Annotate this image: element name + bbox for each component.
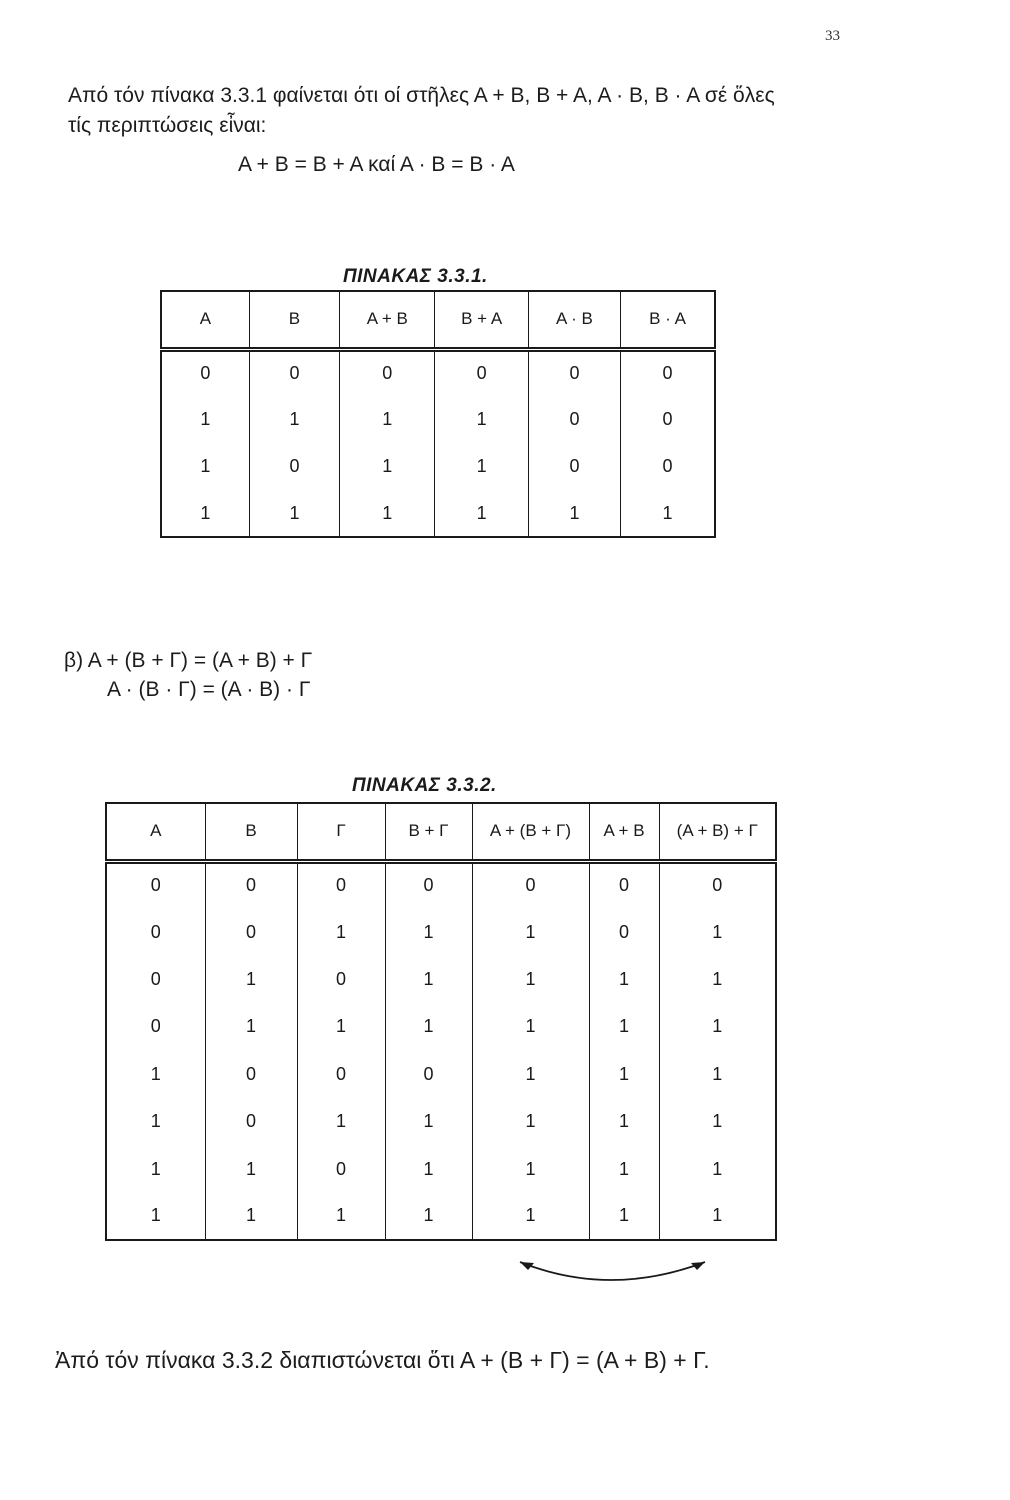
- table-cell: 0: [589, 861, 659, 908]
- associative-product-formula: Α · (Β · Γ) = (Α · Β) · Γ: [107, 678, 311, 701]
- header-cell: Α · Β: [528, 291, 620, 349]
- table-cell: 1: [150, 1111, 161, 1132]
- header-cell: Α + (Β + Γ): [472, 803, 589, 861]
- table-cell: 1: [435, 396, 528, 443]
- table-cell: 0: [150, 968, 161, 989]
- table-cell: 1: [472, 1098, 589, 1145]
- table-cell: 1: [589, 1098, 659, 1145]
- table-cell: 0: [621, 349, 715, 396]
- table-cell: 0: [297, 861, 385, 908]
- table-cell: 1: [200, 409, 211, 429]
- table-cell: 1: [472, 1145, 589, 1192]
- comparison-arrow-icon: [500, 1252, 740, 1300]
- commutative-formula: Α + Β = Β + Α καί Α · Β = Β · Α: [238, 153, 515, 176]
- table-cell: 1: [472, 908, 589, 955]
- table-cell: 0: [472, 861, 589, 908]
- table-cell: 1: [297, 908, 385, 955]
- table-cell: 1: [659, 1051, 776, 1098]
- table-cell: 1: [472, 1051, 589, 1098]
- table-cell: 1: [589, 956, 659, 1003]
- table-cell: 0: [205, 1051, 297, 1098]
- table-cell: 0: [205, 908, 297, 955]
- page-number: 33: [825, 28, 840, 44]
- table-row: [161, 349, 715, 396]
- table-header-row: [106, 803, 776, 861]
- table-cell: 1: [249, 490, 339, 537]
- table-row: [161, 443, 715, 490]
- table-cell: 1: [385, 1193, 472, 1240]
- table-cell: 0: [589, 908, 659, 955]
- table-cell: 1: [472, 1003, 589, 1050]
- table-cell: 1: [385, 908, 472, 955]
- table-row: [106, 908, 776, 955]
- table-cell: 0: [528, 443, 620, 490]
- table-cell: 0: [297, 956, 385, 1003]
- table-cell: 1: [340, 490, 435, 537]
- table-row: [106, 1003, 776, 1050]
- table-cell: 0: [621, 396, 715, 443]
- truth-table-2: [105, 802, 777, 1241]
- table-cell: 1: [205, 1145, 297, 1192]
- table-row: [106, 956, 776, 1003]
- table-row: [161, 396, 715, 443]
- table-row: [161, 490, 715, 537]
- table-cell: 0: [200, 363, 211, 384]
- table-cell: 1: [472, 1193, 589, 1240]
- header-cell: Β: [205, 803, 297, 861]
- table-cell: 1: [205, 1003, 297, 1050]
- table-cell: 0: [385, 861, 472, 908]
- table-cell: 1: [472, 956, 589, 1003]
- header-cell: Β: [249, 291, 339, 349]
- table-cell: 0: [659, 861, 776, 908]
- intro-line-2: τίς περιπτώσεις εἶναι:: [68, 114, 267, 137]
- table-row: [106, 1193, 776, 1240]
- table-cell: 0: [435, 349, 528, 396]
- table-cell: 0: [297, 1145, 385, 1192]
- table-cell: 1: [150, 1158, 161, 1179]
- table-cell: 1: [659, 1098, 776, 1145]
- table-cell: 1: [659, 1003, 776, 1050]
- table-cell: 1: [385, 1003, 472, 1050]
- header-cell: Β + Γ: [385, 803, 472, 861]
- table-cell: 1: [340, 396, 435, 443]
- table-cell: 1: [297, 1098, 385, 1145]
- table-cell: 1: [385, 1145, 472, 1192]
- table-cell: 1: [659, 908, 776, 955]
- table-cell: 1: [200, 456, 211, 476]
- table-cell: 0: [150, 921, 161, 942]
- table-cell: 0: [621, 443, 715, 490]
- table-cell: 1: [589, 1051, 659, 1098]
- table-cell: 1: [659, 956, 776, 1003]
- table-cell: 0: [340, 349, 435, 396]
- table-cell: 1: [150, 1205, 161, 1226]
- table-cell: 0: [249, 443, 339, 490]
- header-cell: Β · Α: [621, 291, 715, 349]
- table-cell: 1: [340, 443, 435, 490]
- table-row: [106, 1051, 776, 1098]
- table-cell: 1: [385, 1098, 472, 1145]
- table-cell: 0: [528, 349, 620, 396]
- header-cell: Α + Β: [589, 803, 659, 861]
- header-cell: Α + Β: [340, 291, 435, 349]
- table-cell: 1: [150, 1063, 161, 1084]
- table-row: [106, 1098, 776, 1145]
- table-cell: 1: [659, 1193, 776, 1240]
- table-cell: 1: [249, 396, 339, 443]
- conclusion-line: Ἀπό τόν πίνακα 3.3.2 διαπιστώνεται ὅτι Α + (Β + Γ) = (Α + Β) + Γ.: [55, 1347, 710, 1373]
- table-cell: 0: [150, 875, 161, 896]
- table-cell: 0: [249, 349, 339, 396]
- table-cell: 1: [297, 1193, 385, 1240]
- intro-line-1: Από τόν πίνακα 3.3.1 φαίνεται ότι οί στῆλες Α + Β, Β + Α, Α · Β, Β · Α σέ ὅλες: [68, 84, 775, 107]
- table-cell: 0: [297, 1051, 385, 1098]
- table-cell: 1: [205, 956, 297, 1003]
- table-1-caption: ΠΙΝΑΚΑΣ 3.3.1.: [343, 266, 488, 287]
- header-cell: Α: [161, 291, 249, 349]
- table-cell: 1: [589, 1193, 659, 1240]
- table-cell: 1: [528, 490, 620, 537]
- table-cell: 1: [659, 1145, 776, 1192]
- table-row: [106, 1145, 776, 1192]
- table-cell: 1: [621, 490, 715, 537]
- table-cell: 1: [385, 956, 472, 1003]
- table-cell: 0: [205, 861, 297, 908]
- table-row: [106, 861, 776, 908]
- table-header-row: [161, 291, 715, 349]
- header-cell: Γ: [297, 803, 385, 861]
- table-2-caption: ΠΙΝΑΚΑΣ 3.3.2.: [352, 775, 497, 796]
- table-cell: 1: [297, 1003, 385, 1050]
- table-cell: 1: [589, 1003, 659, 1050]
- header-cell: (Α + Β) + Γ: [659, 803, 776, 861]
- table-cell: 1: [435, 490, 528, 537]
- table-cell: 1: [205, 1193, 297, 1240]
- table-cell: 0: [205, 1098, 297, 1145]
- header-cell: Β + Α: [435, 291, 528, 349]
- table-cell: 0: [385, 1051, 472, 1098]
- truth-table-1: [160, 290, 716, 538]
- header-cell: Α: [106, 803, 205, 861]
- table-cell: 1: [200, 502, 211, 523]
- table-cell: 1: [435, 443, 528, 490]
- table-cell: 0: [150, 1016, 161, 1037]
- table-cell: 1: [589, 1145, 659, 1192]
- associative-sum-formula: β) Α + (Β + Γ) = (Α + Β) + Γ: [64, 649, 313, 672]
- table-cell: 0: [528, 396, 620, 443]
